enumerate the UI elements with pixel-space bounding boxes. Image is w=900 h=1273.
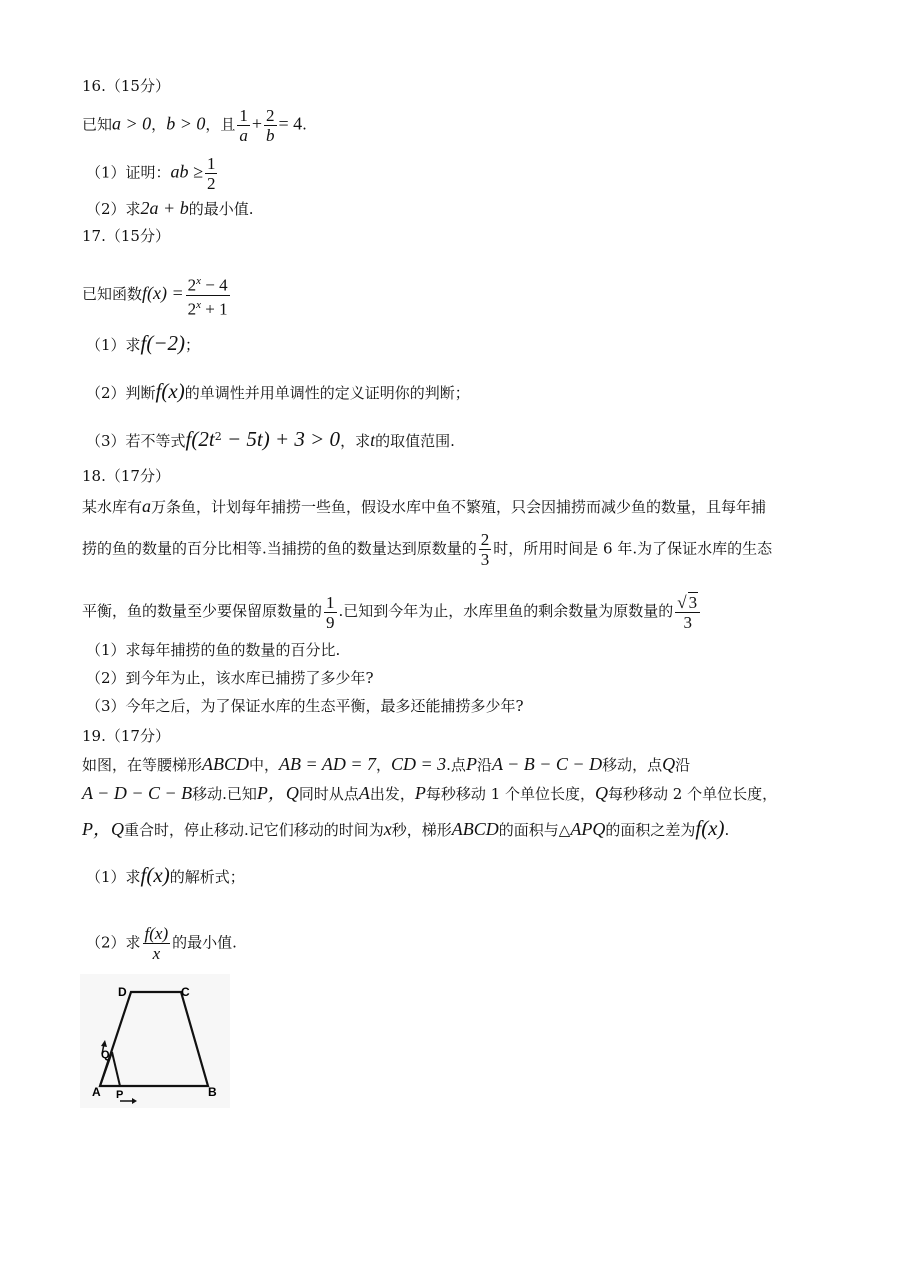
- q17-p3-mid: ，求: [340, 432, 371, 450]
- q16-and: ，且: [205, 115, 236, 134]
- q18-l2-den: 3: [480, 550, 490, 569]
- q19-l1-path: A − B − C − D: [491, 754, 603, 774]
- q19-l1-e: 沿: [476, 756, 492, 774]
- q19-l1-eq: AB = AD = 7: [279, 754, 376, 774]
- q19-line-1: [82, 754, 690, 775]
- q16-p1-label: （1）证明：: [86, 163, 171, 182]
- q18-part-3: （3）今年之后，为了保证水库的生态平衡，最多还能捕捞多少年?: [86, 697, 524, 715]
- q18-l3-sqrt-num: [675, 592, 700, 613]
- q19-line-2: [82, 783, 777, 804]
- q16-stem-text: 已知: [82, 115, 113, 134]
- q17-p2-label: （2）判断: [86, 384, 156, 402]
- q19-l2-b: 同时从点: [298, 785, 359, 803]
- q19-l2-pq: P，Q: [256, 783, 299, 803]
- q16-frac-1-den: a: [239, 126, 248, 145]
- q19-l1-b: 中，: [249, 756, 280, 774]
- q16-p2-tail: 的最小值.: [188, 200, 254, 218]
- q19-part-1: [86, 865, 245, 887]
- trapezoid-figure: [80, 974, 230, 1108]
- q18-l3-b: .已知到今年为止，水库里鱼的剩余数量为原数量的: [338, 602, 674, 620]
- q17-fx: f(x) =: [142, 283, 184, 304]
- q17-den-base: 2: [187, 299, 197, 319]
- q16-p2-label: （2）求: [86, 200, 141, 218]
- q16-frac-2-den: b: [266, 126, 275, 145]
- q19-l3-e: .: [724, 821, 730, 839]
- q18-header: 18.（17分）: [82, 467, 170, 485]
- q18-l2-a: 捞的鱼的数量的百分比相等.当捕捞的鱼的数量达到原数量的: [82, 539, 477, 558]
- q19-l3-pq: P，Q: [82, 819, 124, 839]
- q16-part-1: [86, 154, 219, 193]
- q19-header: 19.（17分）: [82, 727, 170, 745]
- q16-cond-b: b > 0: [166, 113, 206, 134]
- q17-p3-tail: 的取值范围.: [375, 432, 455, 450]
- q19-p1-tail: 的解析式；: [169, 868, 245, 886]
- q16-part-2: [86, 198, 253, 219]
- q16-plus: +: [251, 113, 263, 134]
- label-a: A: [92, 1085, 101, 1099]
- q19-p2-num: f(x): [144, 924, 169, 943]
- q19-l1-c: ，: [375, 756, 391, 774]
- q17-stem-text: 已知函数: [82, 285, 143, 304]
- q19-l2-A: A: [358, 783, 370, 803]
- q17-p3-var: t: [370, 430, 376, 450]
- q17-frac-den: [186, 296, 230, 319]
- label-q: Q: [101, 1049, 110, 1061]
- q18-sqrt-radicand: 3: [688, 593, 698, 612]
- q19-l3-x: x: [383, 819, 392, 839]
- q18-line-3: [82, 592, 702, 632]
- q19-l1-p: P: [465, 754, 477, 774]
- q18-l1-var: a: [142, 496, 152, 516]
- label-d: D: [118, 985, 127, 999]
- q17-den-tail: + 1: [201, 299, 228, 319]
- q17-den-sup: x: [196, 298, 202, 311]
- q18-l3-frac-sqrt: [675, 592, 700, 632]
- q17-frac-num: [186, 272, 230, 296]
- q19-part-2: [86, 924, 237, 963]
- q19-l2-d: 每秒移动 1 个单位长度，: [425, 785, 596, 803]
- q18-l1-b: 万条鱼，计划每年捕捞一些鱼，假设水库中鱼不繁殖，只会因捕捞而减少鱼的数量，且每年捕: [151, 498, 767, 516]
- q19-l3-d: 的面积之差为: [605, 821, 696, 839]
- q16-p1-num: 1: [206, 154, 216, 173]
- q17-p2-tail: 的单调性并用单调性的定义证明你的判断；: [184, 384, 470, 402]
- q19-l1-f: 移动，点: [602, 756, 663, 774]
- q16-p1-frac: [205, 154, 218, 193]
- q19-p1-label: （1）求: [86, 868, 141, 886]
- q18-l3-num: 1: [326, 592, 335, 612]
- q19-l1-d: .点: [446, 756, 466, 774]
- q19-l2-p: P: [414, 783, 426, 803]
- q19-line-3: [82, 818, 729, 840]
- q17-header: 17.（15分）: [82, 227, 170, 245]
- q18-l3-den: 9: [326, 612, 335, 632]
- q18-l1-a: 某水库有: [82, 498, 143, 516]
- q19-p2-label: （2）求: [86, 933, 141, 952]
- q19-l2-path: A − D − C − B: [82, 783, 193, 803]
- q18-l3-a: 平衡，鱼的数量至少要保留原数量的: [82, 602, 323, 620]
- q19-p2-frac: [143, 924, 171, 963]
- q17-part-2: [86, 381, 470, 403]
- q19-l1-q: Q: [662, 754, 676, 774]
- q19-l1-cd: CD = 3: [391, 754, 447, 774]
- q19-l3-b: 秒，梯形: [391, 821, 452, 839]
- q17-p2-expr: f(x): [155, 379, 185, 403]
- q16-frac-1: [237, 106, 250, 145]
- q18-l2-frac: [479, 530, 492, 569]
- q17-p3-label: （3）若不等式: [86, 432, 186, 450]
- q17-part-3: [86, 427, 455, 451]
- q19-l3-a: 重合时，停止移动.记它们移动的时间为: [124, 821, 384, 839]
- q16-frac-2: [264, 106, 277, 145]
- q18-l2-b: 时，所用时间是 6 年.为了保证水库的生态: [493, 539, 773, 558]
- q19-l1-g: 沿: [675, 756, 691, 774]
- q16-header: 16.（15分）: [82, 77, 170, 95]
- q19-l2-q: Q: [595, 783, 609, 803]
- label-b: B: [208, 1085, 217, 1099]
- q19-l1-abcd: ABCD: [202, 754, 250, 774]
- q18-line-2: [82, 530, 772, 569]
- label-p: P: [116, 1089, 124, 1101]
- q18-part-1: （1）求每年捕捞的鱼的数量的百分比.: [86, 641, 341, 659]
- label-c: C: [181, 985, 190, 999]
- q16-p1-expr: ab ≥: [170, 161, 203, 182]
- q17-frac: [186, 272, 230, 318]
- q18-part-2: （2）到今年为止，该水库已捕捞了多少年?: [86, 669, 374, 687]
- q16-sep: ，: [151, 115, 167, 134]
- q17-p1-label: （1）求: [86, 336, 141, 354]
- q17-num-sup: x: [196, 275, 202, 287]
- q19-l3-c: 的面积与△: [498, 821, 571, 839]
- q17-p3-expr-b: − 5t) + 3 > 0: [221, 427, 341, 451]
- q16-frac-1-num: 1: [239, 106, 248, 125]
- q18-line-1: [82, 496, 766, 517]
- q19-l2-a: 移动.已知: [192, 785, 257, 803]
- q18-l3-frac: [324, 593, 337, 632]
- q19-p2-den: x: [152, 944, 161, 963]
- q17-p3-expr-a: f(2t: [185, 427, 215, 451]
- q19-l2-e: 每秒移动 2 个单位长度，: [608, 785, 778, 803]
- q19-p2-tail: 的最小值.: [172, 933, 237, 952]
- q19-l3-apq: APQ: [570, 819, 606, 839]
- q17-stem: [82, 272, 232, 318]
- q19-l2-c: 出发，: [369, 785, 415, 803]
- q17-p1-expr: f(−2): [140, 331, 186, 355]
- q16-frac-2-num: 2: [266, 106, 275, 125]
- q19-l3-fx: f(x): [695, 816, 725, 840]
- q18-l2-num: 2: [480, 530, 490, 549]
- q19-p1-expr: f(x): [140, 863, 170, 887]
- q17-p1-tail: ；: [185, 336, 201, 354]
- q17-part-1: [86, 333, 200, 355]
- q16-p1-den: 2: [206, 174, 216, 193]
- q16-stem: [82, 106, 307, 145]
- q16-p2-expr: 2a + b: [140, 198, 189, 218]
- q17-p3-sup: 2: [214, 430, 222, 443]
- q18-sqrt-sign: √: [677, 593, 687, 612]
- q16-eq: = 4: [278, 113, 303, 134]
- q19-l1-a: 如图，在等腰梯形: [82, 756, 203, 774]
- q17-num-base: 2: [187, 275, 197, 295]
- q19-l3-abcd: ABCD: [451, 819, 499, 839]
- q18-l3-den2: 3: [683, 613, 692, 632]
- q16-cond-a: a > 0: [112, 113, 152, 134]
- q16-period: .: [302, 115, 307, 134]
- q17-num-tail: − 4: [201, 275, 228, 295]
